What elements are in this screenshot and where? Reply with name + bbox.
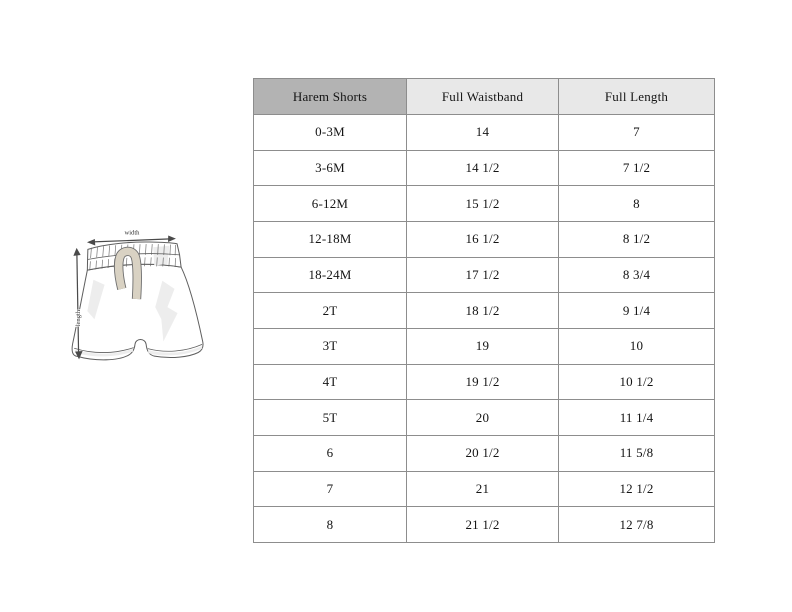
cell-size: 18-24M	[254, 257, 407, 293]
cell-size: 5T	[254, 400, 407, 436]
size-chart-table	[253, 78, 715, 543]
column-header-waistband: Full Waistband	[407, 79, 559, 115]
table-row	[254, 257, 715, 293]
table-row	[254, 328, 715, 364]
shorts-illustration	[60, 224, 212, 376]
length-dimension-label: length	[74, 309, 82, 327]
cell-size: 6-12M	[254, 186, 407, 222]
waistband-shading	[153, 246, 169, 266]
cell-waistband: 19	[407, 328, 559, 364]
table-row	[254, 364, 715, 400]
table-row	[254, 471, 715, 507]
cell-length: 7 1/2	[559, 150, 715, 186]
cell-length: 12 7/8	[559, 507, 715, 543]
cell-waistband: 21	[407, 471, 559, 507]
cell-size: 3-6M	[254, 150, 407, 186]
cell-length: 9 1/4	[559, 293, 715, 329]
cell-waistband: 17 1/2	[407, 257, 559, 293]
cell-size: 2T	[254, 293, 407, 329]
cell-waistband: 16 1/2	[407, 221, 559, 257]
table-row	[254, 293, 715, 329]
width-dimension-label: width	[124, 229, 140, 237]
cell-size: 0-3M	[254, 115, 407, 151]
column-header-size: Harem Shorts	[254, 79, 407, 115]
table-row	[254, 186, 715, 222]
table-row	[254, 221, 715, 257]
cell-length: 7	[559, 115, 715, 151]
cell-waistband: 18 1/2	[407, 293, 559, 329]
cell-size: 4T	[254, 364, 407, 400]
cell-waistband: 15 1/2	[407, 186, 559, 222]
table-row	[254, 435, 715, 471]
cell-size: 6	[254, 435, 407, 471]
cell-waistband: 14	[407, 115, 559, 151]
cell-waistband: 19 1/2	[407, 364, 559, 400]
cell-length: 11 1/4	[559, 400, 715, 436]
header-row	[254, 79, 715, 115]
cell-length: 8 1/2	[559, 221, 715, 257]
table-row	[254, 400, 715, 436]
column-header-length: Full Length	[559, 79, 715, 115]
cell-waistband: 20	[407, 400, 559, 436]
cell-size: 3T	[254, 328, 407, 364]
cell-length: 10 1/2	[559, 364, 715, 400]
cell-size: 7	[254, 471, 407, 507]
cell-size: 8	[254, 507, 407, 543]
cell-waistband: 20 1/2	[407, 435, 559, 471]
cell-size: 12-18M	[254, 221, 407, 257]
cell-length: 10	[559, 328, 715, 364]
cell-length: 11 5/8	[559, 435, 715, 471]
table-row	[254, 115, 715, 151]
table-row	[254, 150, 715, 186]
cell-length: 8 3/4	[559, 257, 715, 293]
cell-length: 8	[559, 186, 715, 222]
cell-length: 12 1/2	[559, 471, 715, 507]
cell-waistband: 14 1/2	[407, 150, 559, 186]
shorts-diagram	[60, 224, 212, 376]
cell-waistband: 21 1/2	[407, 507, 559, 543]
size-chart	[253, 78, 715, 543]
table-row	[254, 507, 715, 543]
